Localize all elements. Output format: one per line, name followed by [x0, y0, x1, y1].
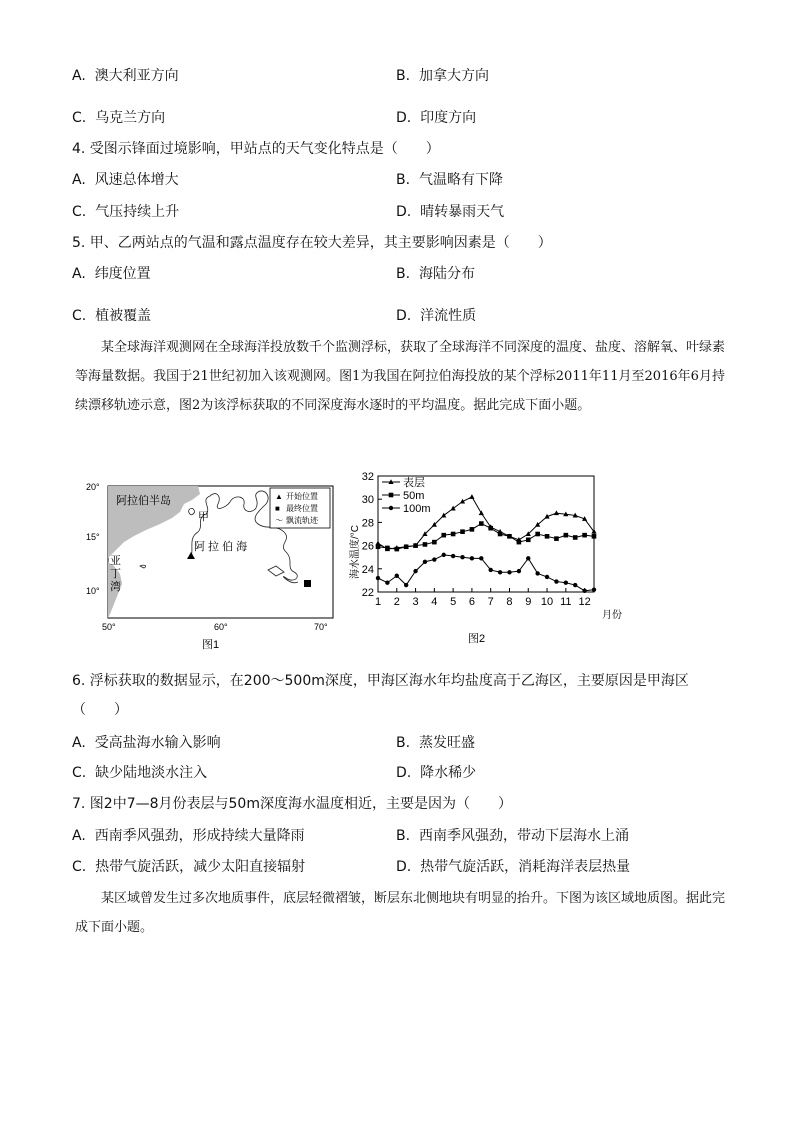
legend-symbol: ▲	[275, 492, 283, 501]
data-point-square	[545, 534, 550, 539]
lon-tick-70: 70°	[314, 622, 328, 632]
legend-start: 开始位置	[286, 492, 318, 501]
option-key: A.	[72, 266, 86, 282]
data-point-circle	[554, 579, 558, 583]
figure2-caption: 图2	[468, 633, 486, 645]
option-text: 西南季风强劲，形成持续大量降雨	[94, 828, 305, 844]
legend-track: 飘流轨迹	[286, 516, 318, 525]
lat-tick-15: 15°	[86, 532, 100, 542]
x-tick-label: 11	[560, 596, 572, 608]
y-tick-label: 32	[361, 471, 374, 483]
option-key: D.	[396, 859, 412, 875]
data-point-circle	[517, 569, 521, 573]
option-text: 蒸发旺盛	[418, 735, 475, 751]
legend-marker-square	[389, 493, 394, 498]
legend-final: 最终位置	[286, 504, 318, 513]
q4-stem: 4. 受图示锋面过境影响，甲站点的天气变化特点是（ ）	[72, 141, 440, 157]
data-point-square	[554, 536, 559, 541]
option-text: 海陆分布	[418, 266, 475, 282]
option-text: 印度方向	[420, 110, 477, 126]
data-point-square	[498, 532, 503, 537]
data-point-triangle	[554, 510, 559, 515]
legend-label-circle: 100m	[403, 503, 431, 515]
legend-label-triangle: 表层	[403, 477, 425, 489]
option-text: 西南季风强劲，带动下层海水上涌	[418, 828, 629, 844]
option-text: 气压持续上升	[95, 204, 180, 220]
q6-stem-bracket: （ ）	[72, 702, 128, 718]
data-point-square	[479, 521, 484, 526]
figure2-chart	[344, 468, 634, 650]
final-position-marker	[304, 580, 311, 587]
q4-option-d[interactable]	[396, 202, 504, 222]
option-text: 热带气旋活跃，消耗海洋表层热量	[420, 859, 631, 875]
y-tick-label: 30	[361, 494, 374, 507]
option-key: B.	[396, 68, 411, 84]
option-text: 降水稀少	[420, 765, 477, 781]
data-point-square	[441, 533, 446, 538]
x-axis-label: 月份	[602, 610, 622, 621]
data-point-circle	[507, 570, 511, 574]
data-point-triangle	[479, 510, 484, 515]
x-tick-label: 7	[487, 596, 494, 608]
data-point-circle	[470, 556, 474, 560]
q3-option-a[interactable]	[72, 66, 179, 86]
option-text: 受高盐海水输入影响	[94, 735, 221, 751]
option-key: C.	[72, 110, 87, 126]
option-text: 纬度位置	[94, 266, 151, 282]
q4-option-c[interactable]	[72, 202, 179, 222]
option-key: C.	[72, 765, 87, 781]
q6-option-a[interactable]	[72, 733, 221, 753]
series-line-square	[378, 524, 594, 550]
q6-option-d[interactable]	[396, 763, 476, 783]
data-point-square	[526, 538, 531, 543]
data-point-square	[592, 534, 597, 539]
option-key: B.	[396, 828, 411, 844]
data-point-triangle	[451, 506, 456, 511]
label-arabian-peninsula: 阿拉伯半岛	[116, 495, 171, 507]
option-key: D.	[396, 204, 412, 220]
x-tick-label: 9	[525, 596, 532, 608]
option-text: 洋流性质	[420, 308, 477, 324]
q5-option-a[interactable]	[72, 264, 151, 284]
legend-symbol: 〜	[275, 516, 283, 525]
q7-option-b[interactable]	[396, 826, 629, 846]
option-text: 气温略有下降	[418, 172, 503, 188]
option-key: B.	[396, 172, 411, 188]
option-key: A.	[72, 828, 86, 844]
x-tick-label: 8	[506, 596, 513, 608]
q3-option-d[interactable]	[396, 108, 476, 128]
data-point-square	[535, 532, 540, 537]
data-point-circle	[479, 556, 483, 560]
data-point-square	[517, 540, 522, 545]
option-key: B.	[396, 266, 411, 282]
q6-option-c[interactable]	[72, 763, 207, 783]
label-arabian-sea: 阿 拉 伯 海	[194, 541, 248, 553]
option-text: 乌克兰方向	[95, 110, 166, 126]
q5-stem: 5. 甲、乙两站点的气温和露点温度存在较大差异，其主要影响因素是（ ）	[72, 235, 552, 251]
data-point-circle	[413, 569, 417, 573]
q5-option-c[interactable]	[72, 306, 151, 326]
option-key: C.	[72, 204, 87, 220]
label-aden-1: 亚	[110, 555, 121, 567]
x-tick-label: 2	[393, 596, 400, 608]
data-point-square	[413, 543, 418, 548]
q7-stem: 7. 图2中7—8月份表层与50m深度海水温度相近，主要是因为（ ）	[72, 796, 512, 812]
lat-tick-20: 20°	[86, 482, 100, 492]
q5-option-d[interactable]	[396, 306, 476, 326]
data-point-circle	[442, 553, 446, 557]
x-tick-label: 12	[578, 596, 591, 608]
series-line-circle	[378, 555, 594, 591]
data-point-square	[394, 547, 399, 552]
data-point-circle	[545, 575, 549, 579]
option-key: D.	[396, 110, 412, 126]
data-point-square	[564, 533, 569, 538]
y-axis-label: 海水温度/°C	[350, 525, 361, 579]
option-key: A.	[72, 68, 86, 84]
x-tick-label: 5	[450, 596, 457, 608]
q7-option-c[interactable]	[72, 857, 305, 877]
lon-tick-50: 50°	[102, 622, 116, 632]
data-point-square	[385, 546, 390, 551]
q5-option-b[interactable]	[396, 264, 475, 284]
lon-tick-60: 60°	[214, 622, 228, 632]
data-point-square	[404, 544, 409, 549]
option-key: C.	[72, 859, 87, 875]
data-point-square	[460, 529, 465, 534]
q4-option-b[interactable]	[396, 170, 503, 190]
option-key: C.	[72, 308, 87, 324]
legend-label-square: 50m	[403, 490, 425, 502]
figure1-caption: 图1	[202, 639, 220, 651]
data-point-square	[423, 542, 428, 547]
q7-option-d[interactable]	[396, 857, 630, 877]
data-point-circle	[385, 581, 389, 585]
q3-option-b[interactable]	[396, 66, 489, 86]
data-point-square	[470, 527, 475, 532]
q6-option-b[interactable]	[396, 733, 475, 753]
option-key: A.	[72, 735, 86, 751]
y-tick-label: 26	[361, 540, 374, 553]
passage-float-buoy: 某全球海洋观测网在全球海洋投放数千个监测浮标，获取了全球海洋不同深度的温度、盐度、溶解氧、叶绿素等海量数据。我国于21世纪初加入该观测网。图1为我国在阿拉伯海投放的某个浮标2011年11月至2016年6月持续漂移轨迹示意，图2为该浮标获取的不同深度海水逐时的平均温度。据此完成下面小题。	[75, 340, 726, 413]
option-key: B.	[396, 735, 411, 751]
data-point-triangle	[469, 494, 474, 499]
data-point-circle	[564, 581, 568, 585]
x-tick-label: 3	[412, 596, 419, 608]
label-aden-3: 湾	[110, 581, 121, 593]
x-tick-label: 4	[431, 596, 438, 608]
data-point-circle	[488, 568, 492, 572]
q6-stem: 6. 浮标获取的数据显示，在200～500m深度，甲海区海水年均盐度高于乙海区，主要原因是甲海区	[72, 673, 689, 689]
data-point-square	[573, 535, 578, 540]
option-text: 缺少陆地淡水注入	[95, 765, 208, 781]
data-point-square	[432, 540, 437, 545]
option-key: A.	[72, 172, 86, 188]
y-tick-label: 28	[361, 517, 374, 530]
lat-tick-10: 10°	[86, 586, 100, 596]
data-point-circle	[432, 557, 436, 561]
data-point-circle	[395, 574, 399, 578]
data-point-circle	[404, 583, 408, 587]
data-point-circle	[573, 583, 577, 587]
data-point-circle	[376, 576, 380, 580]
data-point-circle	[592, 587, 596, 591]
q7-option-a[interactable]	[72, 826, 305, 846]
option-key: D.	[396, 765, 412, 781]
option-text: 晴转暴雨天气	[420, 204, 505, 220]
data-point-circle	[498, 570, 502, 574]
option-text: 加拿大方向	[418, 68, 489, 84]
data-point-square	[451, 532, 456, 537]
legend-symbol: ■	[275, 504, 280, 513]
data-point-circle	[526, 556, 530, 560]
passage-geology: 某区域曾发生过多次地质事件，底层轻微褶皱，断层东北侧地块有明显的抬升。下图为该区域地质图。据此完成下面小题。	[75, 891, 726, 935]
y-tick-label: 22	[361, 587, 374, 599]
option-text: 澳大利亚方向	[94, 68, 179, 84]
y-tick-label: 24	[361, 563, 374, 576]
data-point-square	[507, 534, 512, 539]
data-point-circle	[451, 554, 455, 558]
data-point-circle	[535, 571, 539, 575]
x-tick-label: 10	[540, 596, 554, 608]
x-tick-label: 6	[468, 596, 475, 608]
q3-option-c[interactable]	[72, 108, 165, 128]
data-point-square	[582, 533, 587, 538]
option-text: 植被覆盖	[95, 308, 152, 324]
label-jia: 甲	[198, 511, 209, 523]
option-text: 热带气旋活跃，减少太阳直接辐射	[95, 859, 306, 875]
data-point-circle	[423, 560, 427, 564]
figure1-map	[80, 474, 345, 654]
option-key: D.	[396, 308, 412, 324]
x-tick-label: 1	[374, 596, 382, 608]
data-point-circle	[460, 555, 464, 559]
option-text: 风速总体增大	[94, 172, 179, 188]
q4-option-a[interactable]	[72, 170, 179, 190]
label-aden-2: 丁	[110, 568, 121, 580]
data-point-square	[488, 526, 493, 531]
legend-marker-circle	[389, 506, 393, 510]
data-point-triangle	[441, 513, 446, 518]
